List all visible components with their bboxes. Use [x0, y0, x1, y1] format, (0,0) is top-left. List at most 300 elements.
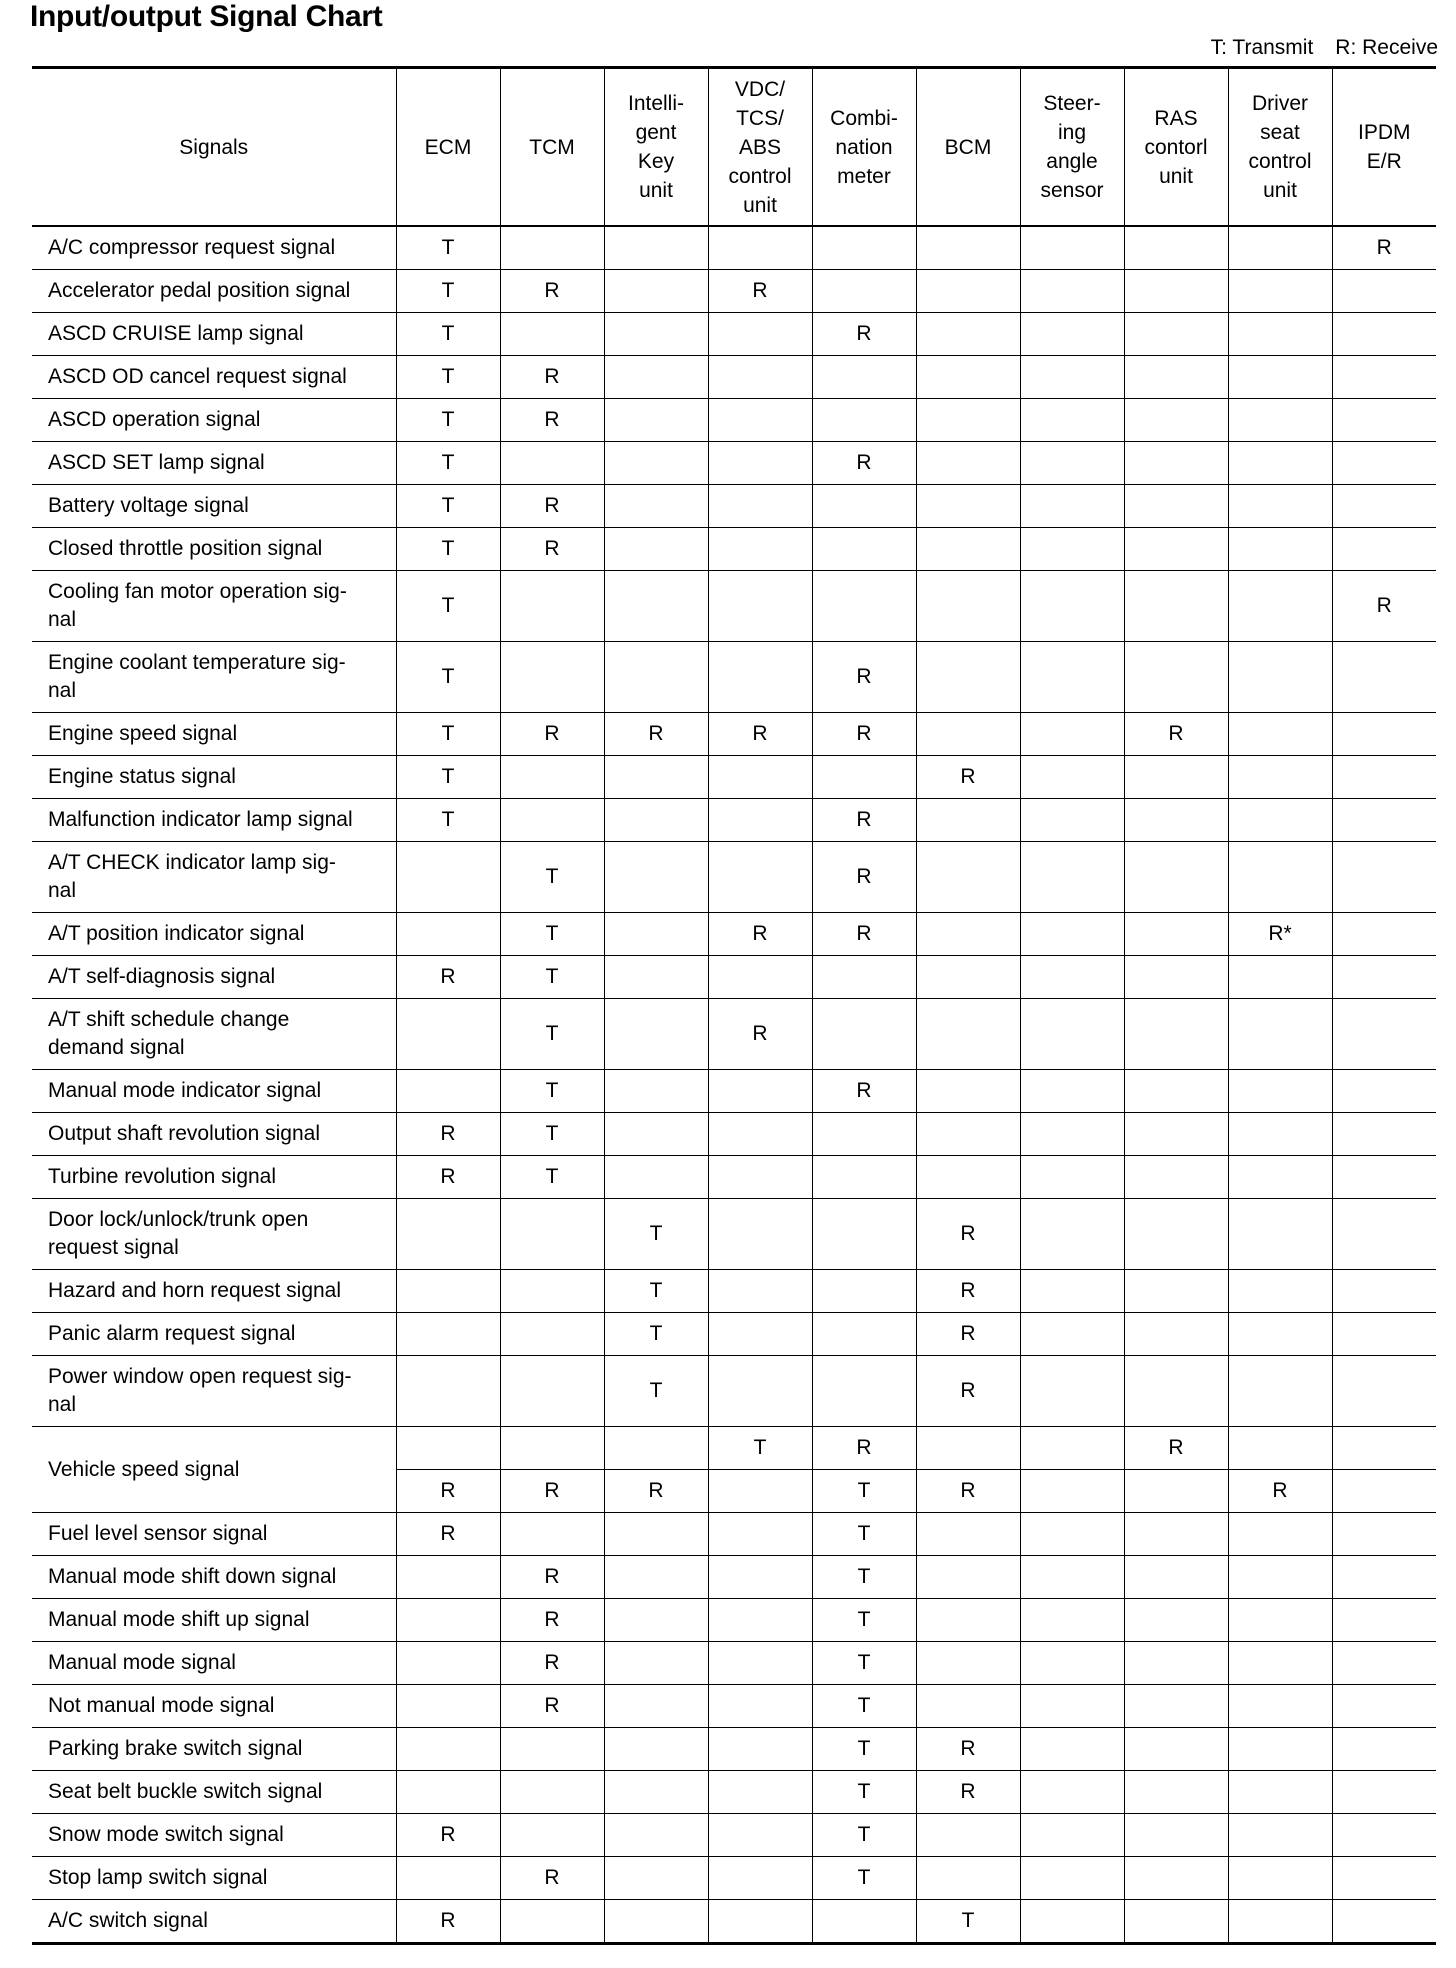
signal-name-cell	[32, 226, 396, 270]
signal-cell	[1020, 913, 1124, 956]
signal-cell	[1124, 356, 1228, 399]
column-header	[812, 68, 916, 227]
table-row	[32, 1356, 1436, 1427]
signal-name-cell	[32, 1513, 396, 1556]
signal-cell	[708, 1070, 812, 1113]
signal-cell: T	[812, 1857, 916, 1900]
signal-cell	[1124, 999, 1228, 1070]
signal-cell	[1124, 1728, 1228, 1771]
table-row	[32, 1513, 1436, 1556]
signal-cell	[1228, 756, 1332, 799]
legend-receive: R: Receive	[1335, 36, 1438, 59]
signal-cell	[1332, 356, 1436, 399]
signal-cell	[1228, 799, 1332, 842]
signal-cell	[604, 1771, 708, 1814]
signal-name-cell	[32, 999, 396, 1070]
signal-name-text: Malfunction indicator lamp signal	[48, 808, 353, 831]
signal-name-text: Accelerator pedal position signal	[48, 279, 351, 302]
signal-name-text: A/T self-diagnosis signal	[48, 965, 276, 988]
signal-cell: R	[708, 713, 812, 756]
signal-cell: R	[916, 1313, 1020, 1356]
table-row	[32, 1857, 1436, 1900]
table-row	[32, 313, 1436, 356]
signal-cell: T	[396, 399, 500, 442]
signal-cell	[1228, 528, 1332, 571]
signal-name-cell	[32, 756, 396, 799]
signal-cell: R	[500, 1685, 604, 1728]
signal-cell	[604, 485, 708, 528]
signal-cell	[1332, 842, 1436, 913]
signal-cell	[1020, 1313, 1124, 1356]
page-title: Input/output Signal Chart	[30, 0, 383, 33]
signal-cell	[396, 842, 500, 913]
signal-cell	[1124, 913, 1228, 956]
signal-cell	[1228, 1427, 1332, 1470]
signal-cell	[1020, 571, 1124, 642]
signal-cell: R	[500, 1857, 604, 1900]
signal-cell	[1124, 1513, 1228, 1556]
signal-cell	[1332, 1156, 1436, 1199]
signal-cell	[604, 571, 708, 642]
signal-name-text: Manual mode shift down signal	[48, 1565, 337, 1588]
signal-cell	[604, 1728, 708, 1771]
signal-cell	[604, 528, 708, 571]
signal-cell	[812, 270, 916, 313]
signal-cell	[604, 1113, 708, 1156]
signal-cell	[1228, 1857, 1332, 1900]
signal-cell	[604, 756, 708, 799]
signal-cell	[1020, 713, 1124, 756]
signal-cell	[604, 1156, 708, 1199]
signal-name-cell	[32, 1599, 396, 1642]
signal-cell	[500, 1513, 604, 1556]
signal-name-cell	[32, 1685, 396, 1728]
column-header	[916, 68, 1020, 227]
signal-cell	[1124, 756, 1228, 799]
signal-cell	[916, 1156, 1020, 1199]
signal-cell	[1020, 1685, 1124, 1728]
column-header	[1020, 68, 1124, 227]
signal-cell	[916, 356, 1020, 399]
signal-name-cell	[32, 1070, 396, 1113]
signal-cell	[812, 485, 916, 528]
signal-cell: R	[812, 1427, 916, 1470]
signal-cell	[1332, 913, 1436, 956]
signal-cell	[916, 1070, 1020, 1113]
signal-cell: R	[812, 842, 916, 913]
signal-cell	[1332, 1070, 1436, 1113]
signal-cell	[708, 956, 812, 999]
signal-cell	[396, 1427, 500, 1470]
signal-cell: R	[916, 1199, 1020, 1270]
signal-cell	[1228, 1771, 1332, 1814]
signal-cell	[812, 756, 916, 799]
signal-cell	[1332, 1470, 1436, 1513]
signal-cell	[1332, 313, 1436, 356]
signal-name-text: Closed throttle position signal	[48, 537, 323, 560]
column-header-text: IPDM	[1358, 121, 1411, 144]
signal-cell: T	[812, 1814, 916, 1857]
table-row	[32, 1156, 1436, 1199]
signal-cell	[1332, 1642, 1436, 1685]
signal-cell	[812, 956, 916, 999]
signal-cell	[1020, 528, 1124, 571]
signal-cell	[1124, 528, 1228, 571]
signal-cell: T	[396, 713, 500, 756]
signal-cell: T	[812, 1771, 916, 1814]
column-header	[1332, 68, 1436, 227]
signal-cell	[1332, 956, 1436, 999]
signal-name-text: nal	[48, 1393, 77, 1416]
signal-cell	[396, 1070, 500, 1113]
signal-cell	[1124, 642, 1228, 713]
signal-cell	[1228, 713, 1332, 756]
signal-name-text: Stop lamp switch signal	[48, 1866, 268, 1889]
table-row	[32, 1771, 1436, 1814]
signal-cell	[604, 226, 708, 270]
signal-cell	[1020, 999, 1124, 1070]
column-header	[500, 68, 604, 227]
signal-cell	[916, 999, 1020, 1070]
signal-cell: T	[916, 1900, 1020, 1944]
signal-cell	[1020, 1070, 1124, 1113]
signal-name-text: demand signal	[48, 1036, 185, 1059]
signal-cell: T	[500, 956, 604, 999]
signal-cell	[604, 442, 708, 485]
signal-cell	[1020, 1814, 1124, 1857]
signal-cell	[1332, 1900, 1436, 1944]
column-header-text: nation	[835, 135, 893, 159]
signal-cell	[708, 642, 812, 713]
signal-cell: R	[812, 642, 916, 713]
signal-cell	[500, 1270, 604, 1313]
table-row	[32, 1728, 1436, 1771]
column-header	[32, 68, 396, 227]
signal-cell	[604, 1685, 708, 1728]
signal-cell: T	[396, 356, 500, 399]
signal-cell	[1228, 1199, 1332, 1270]
table-row	[32, 1900, 1436, 1944]
signal-cell	[1332, 1556, 1436, 1599]
signal-cell	[604, 913, 708, 956]
signal-cell	[500, 799, 604, 842]
column-header-text: angle	[1046, 150, 1098, 173]
signal-cell	[708, 356, 812, 399]
signal-cell: T	[812, 1728, 916, 1771]
signal-cell: T	[500, 842, 604, 913]
signal-cell	[604, 842, 708, 913]
signal-cell: R	[812, 713, 916, 756]
column-header-text: TCM	[529, 135, 575, 159]
column-header-text: Combi-	[830, 106, 898, 130]
signal-cell: R	[396, 956, 500, 999]
column-header	[1124, 68, 1228, 227]
signal-cell	[708, 1156, 812, 1199]
signal-cell: R	[500, 713, 604, 756]
signal-cell: R	[604, 1470, 708, 1513]
signal-cell	[916, 1513, 1020, 1556]
signal-cell	[1228, 1356, 1332, 1427]
signal-cell	[1124, 313, 1228, 356]
table-row	[32, 1113, 1436, 1156]
signal-cell	[1124, 1685, 1228, 1728]
table-row	[32, 1313, 1436, 1356]
signal-cell	[1124, 1313, 1228, 1356]
column-header	[396, 68, 500, 227]
signal-cell	[708, 1356, 812, 1427]
signal-cell	[1332, 642, 1436, 713]
signal-cell: R	[396, 1470, 500, 1513]
signal-cell	[916, 1427, 1020, 1470]
signal-cell: T	[500, 1156, 604, 1199]
signal-cell	[708, 1728, 812, 1771]
signal-cell	[812, 399, 916, 442]
table-row	[32, 1642, 1436, 1685]
signal-name-cell	[32, 642, 396, 713]
signal-cell	[1124, 1599, 1228, 1642]
signal-name-cell	[32, 1556, 396, 1599]
signal-name-text: ASCD CRUISE lamp signal	[48, 322, 304, 345]
signal-cell	[500, 1356, 604, 1427]
signal-cell	[812, 1113, 916, 1156]
signal-name-text: Vehicle speed signal	[48, 1457, 240, 1481]
signal-cell	[1228, 399, 1332, 442]
signal-cell	[1124, 485, 1228, 528]
signal-cell	[1228, 1513, 1332, 1556]
signal-name-text: Snow mode switch signal	[48, 1823, 284, 1846]
signal-cell	[1228, 1556, 1332, 1599]
signal-cell	[812, 528, 916, 571]
signal-cell	[396, 1599, 500, 1642]
signal-cell	[916, 399, 1020, 442]
signal-cell	[1020, 356, 1124, 399]
signal-name-text: Parking brake switch signal	[48, 1737, 303, 1760]
signal-cell	[1020, 799, 1124, 842]
signal-cell	[1332, 1513, 1436, 1556]
signal-cell: R	[604, 713, 708, 756]
signal-cell	[1020, 1199, 1124, 1270]
signal-cell	[1332, 756, 1436, 799]
signal-cell: R	[396, 1900, 500, 1944]
signal-cell: R	[500, 1556, 604, 1599]
signal-cell: R	[708, 999, 812, 1070]
signal-cell	[1228, 1156, 1332, 1199]
signal-cell	[1228, 1900, 1332, 1944]
signal-cell: R	[812, 313, 916, 356]
signal-cell	[1228, 485, 1332, 528]
signal-cell: R	[396, 1814, 500, 1857]
signal-cell	[1228, 1070, 1332, 1113]
signal-cell	[396, 1771, 500, 1814]
signal-cell	[916, 1642, 1020, 1685]
column-header-text: gent	[635, 121, 677, 144]
signal-cell	[500, 442, 604, 485]
table-row	[32, 642, 1436, 713]
signal-cell	[1124, 1470, 1228, 1513]
signal-cell	[500, 1900, 604, 1944]
signal-cell	[604, 999, 708, 1070]
signal-cell: R	[500, 1599, 604, 1642]
signal-name-text: Manual mode indicator signal	[48, 1079, 322, 1102]
signal-cell	[604, 642, 708, 713]
signal-cell	[1020, 1470, 1124, 1513]
signal-cell	[1020, 956, 1124, 999]
signal-cell	[1020, 1728, 1124, 1771]
signal-cell	[708, 1270, 812, 1313]
signal-cell	[708, 571, 812, 642]
signal-name-text: A/C switch signal	[48, 1909, 208, 1932]
signal-name-text: A/T position indicator signal	[48, 922, 305, 945]
signal-cell	[604, 1427, 708, 1470]
signal-name-text: Panic alarm request signal	[48, 1322, 296, 1345]
signal-cell	[916, 1814, 1020, 1857]
signal-cell	[1228, 270, 1332, 313]
signal-cell	[1124, 1356, 1228, 1427]
signal-cell	[1020, 399, 1124, 442]
signal-cell: T	[500, 1070, 604, 1113]
signal-cell: T	[396, 756, 500, 799]
signal-cell	[1332, 270, 1436, 313]
signal-cell: R	[1124, 1427, 1228, 1470]
signal-cell: T	[812, 1642, 916, 1685]
signal-name-text: Door lock/unlock/trunk open	[48, 1208, 309, 1231]
table-row	[32, 1427, 1436, 1470]
signal-name-cell	[32, 1270, 396, 1313]
signal-cell	[604, 1070, 708, 1113]
signal-name-text: ASCD operation signal	[48, 408, 261, 431]
table-row	[32, 528, 1436, 571]
signal-name-text: nal	[48, 679, 77, 702]
signal-cell	[1332, 1313, 1436, 1356]
signal-cell	[916, 226, 1020, 270]
signal-cell: R	[500, 528, 604, 571]
signal-cell	[916, 528, 1020, 571]
column-header-text: seat	[1260, 121, 1300, 144]
table-body	[32, 226, 1436, 1944]
signal-cell	[812, 999, 916, 1070]
signal-cell	[1020, 1427, 1124, 1470]
signal-cell	[708, 1199, 812, 1270]
table-row	[32, 1599, 1436, 1642]
signal-cell	[1332, 1728, 1436, 1771]
table-row	[32, 1685, 1436, 1728]
signal-cell	[1124, 1857, 1228, 1900]
signal-cell	[1124, 1642, 1228, 1685]
signal-cell	[1124, 956, 1228, 999]
signal-cell	[708, 1857, 812, 1900]
signal-cell	[916, 842, 1020, 913]
signal-cell	[916, 956, 1020, 999]
signal-cell	[708, 1470, 812, 1513]
signal-cell	[708, 756, 812, 799]
signal-name-text: Fuel level sensor signal	[48, 1522, 268, 1545]
signal-cell	[1332, 442, 1436, 485]
column-header-text: Signals	[179, 135, 249, 159]
signal-cell	[1020, 270, 1124, 313]
signal-cell: T	[708, 1427, 812, 1470]
signal-name-cell	[32, 1199, 396, 1270]
signal-cell: R	[500, 399, 604, 442]
signal-cell	[1228, 442, 1332, 485]
signal-cell	[1228, 1113, 1332, 1156]
column-header-text: control	[728, 164, 792, 188]
signal-cell	[396, 1313, 500, 1356]
table-row	[32, 713, 1436, 756]
signal-name-text: request signal	[48, 1236, 179, 1259]
signal-cell	[1124, 1199, 1228, 1270]
signal-cell: T	[500, 1113, 604, 1156]
signal-cell	[1228, 956, 1332, 999]
column-header-text: unit	[1159, 164, 1193, 188]
signal-cell: R	[396, 1113, 500, 1156]
signal-cell	[1228, 226, 1332, 270]
signal-cell	[1124, 1270, 1228, 1313]
signal-cell	[396, 913, 500, 956]
signal-cell: T	[812, 1685, 916, 1728]
signal-name-text: Not manual mode signal	[48, 1694, 275, 1717]
signal-cell: R	[812, 1070, 916, 1113]
signal-cell: T	[396, 442, 500, 485]
signal-name-text: Engine coolant temperature sig-	[48, 651, 346, 674]
signal-cell	[1124, 270, 1228, 313]
signal-cell: R	[396, 1513, 500, 1556]
signal-cell	[708, 799, 812, 842]
signal-cell	[500, 1814, 604, 1857]
signal-cell	[708, 399, 812, 442]
signal-cell	[1124, 571, 1228, 642]
signal-name-cell	[32, 485, 396, 528]
signal-name-cell	[32, 913, 396, 956]
column-header	[604, 68, 708, 227]
column-header-text: ing	[1057, 121, 1087, 144]
column-header-text: RAS	[1154, 106, 1198, 130]
signal-cell	[916, 442, 1020, 485]
signal-cell	[1020, 1556, 1124, 1599]
signal-cell	[812, 1199, 916, 1270]
signal-cell	[1228, 999, 1332, 1070]
signal-cell: T	[812, 1513, 916, 1556]
table-row	[32, 756, 1436, 799]
signal-cell: R	[916, 1771, 1020, 1814]
signal-cell: T	[396, 226, 500, 270]
signal-cell	[604, 1900, 708, 1944]
signal-name-cell	[32, 313, 396, 356]
signal-cell	[396, 1642, 500, 1685]
signal-name-cell	[32, 1313, 396, 1356]
signal-cell: R	[708, 270, 812, 313]
signal-cell	[1020, 442, 1124, 485]
column-header-text: ABS	[738, 135, 782, 159]
signal-cell	[604, 799, 708, 842]
signal-cell	[1228, 642, 1332, 713]
signal-cell	[708, 226, 812, 270]
signal-name-text: nal	[48, 608, 77, 631]
signal-cell	[916, 713, 1020, 756]
signal-name-text: A/C compressor request signal	[48, 236, 336, 259]
signal-cell	[500, 1199, 604, 1270]
signal-cell	[1228, 313, 1332, 356]
signal-cell	[916, 1556, 1020, 1599]
signal-cell	[1228, 1685, 1332, 1728]
signal-name-cell	[32, 1771, 396, 1814]
signal-cell	[708, 1556, 812, 1599]
signal-cell: T	[812, 1599, 916, 1642]
signal-cell	[916, 313, 1020, 356]
signal-name-text: Turbine revolution signal	[48, 1165, 277, 1188]
signal-cell	[1332, 399, 1436, 442]
signal-cell: R	[1124, 713, 1228, 756]
signal-cell	[1020, 1356, 1124, 1427]
